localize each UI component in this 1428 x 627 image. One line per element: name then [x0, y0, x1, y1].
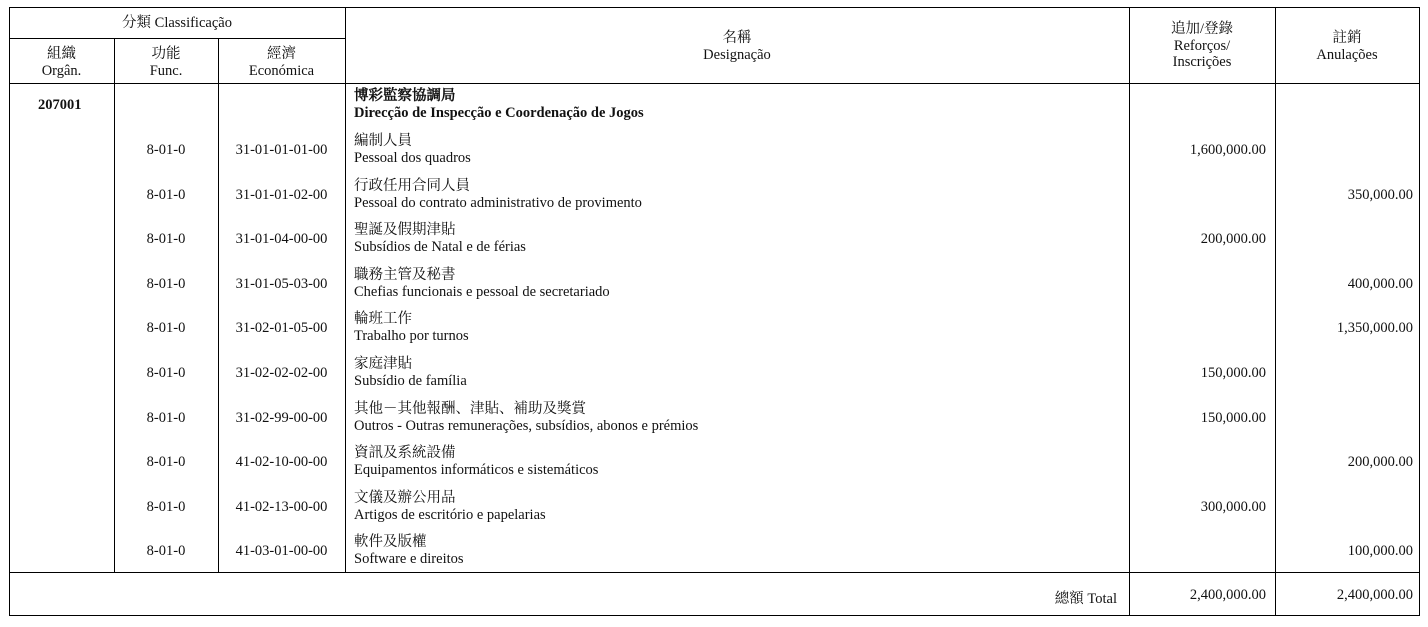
left-border [9, 7, 10, 616]
row-designacao-pt: Chefias funcionais e pessoal de secretariado [354, 284, 610, 300]
row-designacao-pt: Artigos de escritório e papelarias [354, 507, 546, 523]
header-designacao-pt: Designação [703, 47, 771, 63]
row-designacao [354, 266, 610, 300]
header-economica-zh: 經濟 [267, 46, 296, 62]
header-classificacao-label: 分類 Classificação [122, 15, 232, 31]
row-reforco: 200,000.00 [1200, 231, 1266, 247]
total-anulacoes: 2,400,000.00 [1336, 587, 1413, 603]
header-funcional [114, 45, 218, 79]
header-designacao-zh: 名稱 [722, 30, 752, 46]
row-designacao [354, 177, 642, 211]
row-anulacao: 200,000.00 [1347, 454, 1413, 470]
total-label: 總額 Total [1054, 591, 1117, 607]
row-designacao-zh: 資訊及系統設備 [354, 445, 456, 461]
entity-name [354, 87, 644, 121]
row-reforco: 300,000.00 [1200, 499, 1266, 515]
header-anulacoes [1275, 29, 1419, 63]
header-organica-pt: Orgân. [41, 63, 82, 79]
row-designacao [354, 310, 469, 344]
header-organica [9, 45, 114, 79]
entity-name-zh: 博彩監察協調局 [354, 88, 456, 104]
row-funcional: 8-01-0 [146, 499, 186, 515]
row-designacao-pt: Outros - Outras remunerações, subsídios, abonos e prémios [354, 418, 699, 434]
row-funcional: 8-01-0 [146, 142, 186, 158]
row-funcional: 8-01-0 [146, 365, 186, 381]
row-economica: 31-01-05-03-00 [235, 276, 328, 292]
row-designacao-zh: 文儀及辦公用品 [354, 490, 456, 506]
row-designacao [354, 444, 598, 478]
row-designacao [354, 533, 464, 567]
row-funcional: 8-01-0 [146, 410, 186, 426]
row-designacao [354, 489, 546, 523]
row-economica: 41-02-10-00-00 [235, 454, 328, 470]
header-organica-zh: 組織 [47, 46, 76, 62]
row-economica: 31-02-02-02-00 [235, 365, 328, 381]
header-reforcos-pt1: Reforços/ [1173, 38, 1231, 54]
classification-divider [9, 38, 345, 39]
table-top-border [9, 7, 1420, 8]
row-designacao [354, 400, 698, 434]
col-divider-reforcos [1275, 7, 1276, 616]
row-designacao-pt: Software e direitos [354, 551, 464, 567]
row-designacao-zh: 編制人員 [354, 133, 412, 149]
row-designacao [354, 221, 526, 255]
col-divider-organica [114, 38, 115, 572]
budget-table [9, 7, 1420, 616]
row-designacao-zh: 職務主管及秘書 [354, 267, 456, 283]
entity-name-pt: Direcção de Inspecção e Coordenação de Jogos [354, 105, 644, 121]
header-classificacao [9, 15, 345, 31]
row-designacao-zh: 聖誕及假期津貼 [354, 222, 456, 238]
row-anulacao: 400,000.00 [1347, 276, 1413, 292]
total-top-border [9, 572, 1420, 573]
right-border [1419, 7, 1420, 616]
header-anulacoes-zh: 註銷 [1332, 30, 1362, 46]
row-anulacao: 100,000.00 [1347, 543, 1413, 559]
row-funcional: 8-01-0 [146, 543, 186, 559]
row-funcional: 8-01-0 [146, 231, 186, 247]
row-reforco: 150,000.00 [1200, 365, 1266, 381]
header-economica [218, 45, 345, 79]
header-funcional-zh: 功能 [151, 46, 181, 62]
row-reforco: 1,600,000.00 [1189, 142, 1266, 158]
row-designacao-zh: 輪班工作 [354, 311, 412, 327]
row-economica: 31-01-01-01-00 [235, 142, 328, 158]
row-funcional: 8-01-0 [146, 320, 186, 336]
row-designacao [354, 355, 467, 389]
row-economica: 31-01-04-00-00 [235, 231, 328, 247]
row-funcional: 8-01-0 [146, 187, 186, 203]
row-economica: 31-02-01-05-00 [235, 320, 328, 336]
row-designacao-pt: Trabalho por turnos [354, 328, 469, 344]
header-anulacoes-pt: Anulações [1316, 47, 1378, 63]
row-designacao-pt: Subsídios de Natal e de férias [354, 239, 526, 255]
row-economica: 41-02-13-00-00 [235, 499, 328, 515]
header-reforcos-zh: 追加/登錄 [1170, 21, 1234, 37]
header-designacao [345, 29, 1129, 63]
header-bottom-border [9, 83, 1420, 84]
row-economica: 41-03-01-00-00 [235, 543, 328, 559]
table-bottom-border [9, 615, 1420, 616]
row-designacao-pt: Equipamentos informáticos e sistemáticos [354, 462, 599, 478]
row-designacao-zh: 其他－其他報酬、津貼、補助及獎賞 [354, 401, 586, 417]
row-anulacao: 350,000.00 [1347, 187, 1413, 203]
header-reforcos [1129, 20, 1275, 70]
row-economica: 31-02-99-00-00 [235, 410, 328, 426]
col-divider-economica [345, 7, 346, 572]
col-divider-funcional [218, 38, 219, 572]
total-reforcos: 2,400,000.00 [1189, 587, 1266, 603]
row-economica: 31-01-01-02-00 [235, 187, 328, 203]
row-designacao-pt: Pessoal do contrato administrativo de provimento [354, 195, 642, 211]
row-funcional: 8-01-0 [146, 454, 186, 470]
row-designacao-zh: 家庭津貼 [354, 356, 412, 372]
entity-code: 207001 [38, 97, 82, 113]
row-designacao-pt: Subsídio de família [354, 373, 467, 389]
header-economica-pt: Económica [248, 63, 315, 79]
row-designacao-zh: 行政任用合同人員 [354, 178, 470, 194]
row-designacao-pt: Pessoal dos quadros [354, 150, 471, 166]
header-funcional-pt: Func. [149, 63, 183, 79]
col-divider-designacao [1129, 7, 1130, 616]
row-designacao-zh: 軟件及版權 [354, 534, 427, 550]
row-funcional: 8-01-0 [146, 276, 186, 292]
row-reforco: 150,000.00 [1200, 410, 1266, 426]
header-reforcos-pt2: Inscrições [1172, 54, 1232, 70]
row-designacao [354, 132, 471, 166]
row-anulacao: 1,350,000.00 [1336, 320, 1413, 336]
